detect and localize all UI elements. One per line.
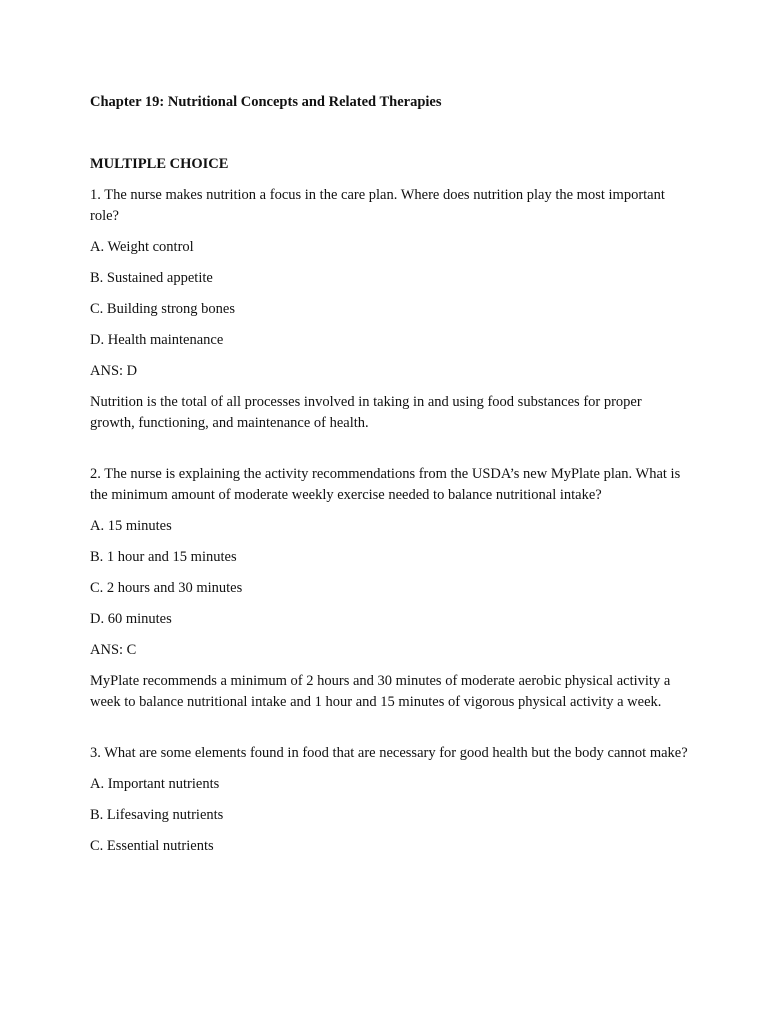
answer-option-c: C. 2 hours and 30 minutes — [90, 580, 243, 596]
question-stem: 2. The nurse is explaining the activity recommendations from the USDA’s new MyPlate plan. What is the minimum amount of moderate weekly exercise needed to balance nutritional intake? — [90, 466, 681, 503]
question-1 — [90, 185, 690, 434]
answer-key: ANS: C — [90, 642, 137, 658]
question-stem: 3. What are some elements found in food that are necessary for good health but the body cannot make? — [90, 745, 688, 761]
question-2 — [90, 464, 690, 713]
document-page — [90, 92, 690, 857]
answer-option-a: A. Important nutrients — [90, 776, 220, 792]
answer-option-a: A. Weight control — [90, 239, 194, 255]
answer-option-b: B. 1 hour and 15 minutes — [90, 549, 237, 565]
section-heading: MULTIPLE CHOICE — [90, 156, 229, 172]
answer-key: ANS: D — [90, 363, 138, 379]
answer-option-b: B. Lifesaving nutrients — [90, 807, 224, 823]
question-stem: 1. The nurse makes nutrition a focus in the care plan. Where does nutrition play the most important role? — [90, 187, 665, 224]
answer-option-d: D. 60 minutes — [90, 611, 172, 627]
answer-option-d: D. Health maintenance — [90, 332, 224, 348]
chapter-title: Chapter 19: Nutritional Concepts and Related Therapies — [90, 94, 442, 110]
question-3 — [90, 743, 690, 857]
answer-option-b: B. Sustained appetite — [90, 270, 213, 286]
answer-option-c: C. Building strong bones — [90, 301, 236, 317]
answer-option-c: C. Essential nutrients — [90, 838, 214, 854]
answer-option-a: A. 15 minutes — [90, 518, 172, 534]
answer-rationale: MyPlate recommends a minimum of 2 hours and 30 minutes of moderate aerobic physical activity a week to balance nutritional intake and 1 hour and 15 minutes of vigorous physical activity a week. — [90, 673, 671, 710]
answer-rationale: Nutrition is the total of all processes involved in taking in and using food substances for proper growth, functioning, and maintenance of health. — [90, 394, 642, 431]
